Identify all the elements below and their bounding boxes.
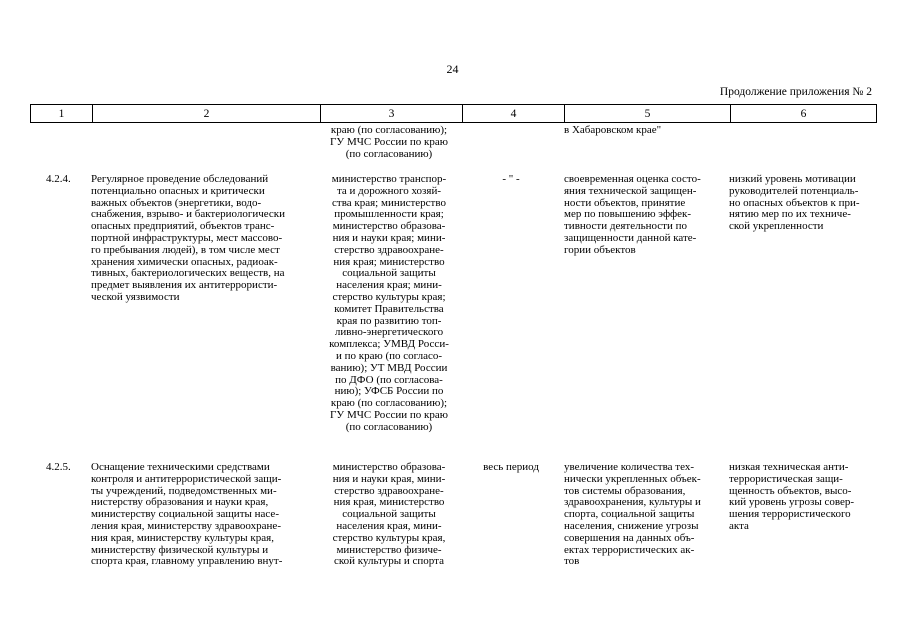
page-number: 24	[446, 62, 459, 76]
row-executors: министерство образова- ния и науки края, мини- стерство здравоохране- ния края, министерство социальной защиты населения края, мини- стерство культуры края, министерство физиче- ской культуры и спорта	[332, 461, 446, 568]
row-problem: низкая техническая анти- террористическая защи- щенность объектов, высо- кий уровень угрозы совер- шения террористического акта	[729, 461, 855, 532]
row-measure: Регулярное проведение обследований потенциально опасных и критически важных объектов (энергетики, водо- снабжения, взрыво- и бактериологически опасных предприятий, объектов транс- портной инфраструктуры, мест массово- го пребывания людей), в том числе мест хранения химически опасных, радиоак- тивных, бактериологических веществ, на предмет выявления их антитеррористи- ческой уязвимости	[91, 173, 286, 303]
carryover-executors: краю (по согласованию); ГУ МЧС России по краю (по согласованию)	[330, 124, 448, 160]
row-result: увеличение количества тех- нически укрепленных объек- тов системы образования, здравоохранения, культуры и спорта, социальной защиты населения, снижение угрозы совершения на данных объ- ектах террористических ак- тов	[564, 461, 701, 568]
header-row	[31, 105, 877, 123]
row-number: 4.2.5.	[46, 461, 71, 473]
header-col-1: 1	[31, 105, 93, 123]
carryover-result: в Хабаровском крае"	[564, 124, 662, 136]
header-col-5: 5	[565, 105, 731, 123]
row-executors: министерство транспор- та и дорожного хозяй- ства края; министерство промышленности края; министерство образова- ния и науки края; мини- стерство здравоохране- ния края; министерство социальной защиты населения края; мини- стерство культуры края; комитет Правительства края по развитию топ- ливно-энергетического комплекса; УМВД Росси- и по краю (по согласо- ванию); УТ МВД России по ДФО (по согласова- нию); УФСБ России по краю (по согласованию); ГУ МЧС России по краю (по согласованию)	[329, 173, 449, 433]
header-col-3: 3	[321, 105, 463, 123]
column-number-header	[30, 104, 877, 123]
row-problem: низкий уровень мотивации руководителей потенциаль- но опасных объектов к при- нятию мер по их техниче- ской укрепленности	[729, 173, 860, 233]
header-col-4: 4	[463, 105, 565, 123]
header-col-2: 2	[93, 105, 321, 123]
row-period: - " -	[502, 173, 520, 185]
continuation-title: Продолжение приложения № 2	[719, 86, 872, 98]
row-result: своевременная оценка состо- яния технической защищен- ности объектов, принятие мер по повышению эффек- тивности деятельности по защищенности данной кате- гории объектов	[564, 173, 701, 256]
row-period: весь период	[483, 461, 539, 473]
row-number: 4.2.4.	[46, 173, 71, 185]
header-col-6: 6	[731, 105, 877, 123]
row-measure: Оснащение техническими средствами контроля и антитеррористической защи- ты учреждений, подведомственных ми- нистерству образования и науки края, министерству социальной защиты насе- ления края, министерству здравоохране- ния края, министерству культуры края, министерству физической культуры и спорта края, главному управлению внут-	[91, 461, 283, 568]
